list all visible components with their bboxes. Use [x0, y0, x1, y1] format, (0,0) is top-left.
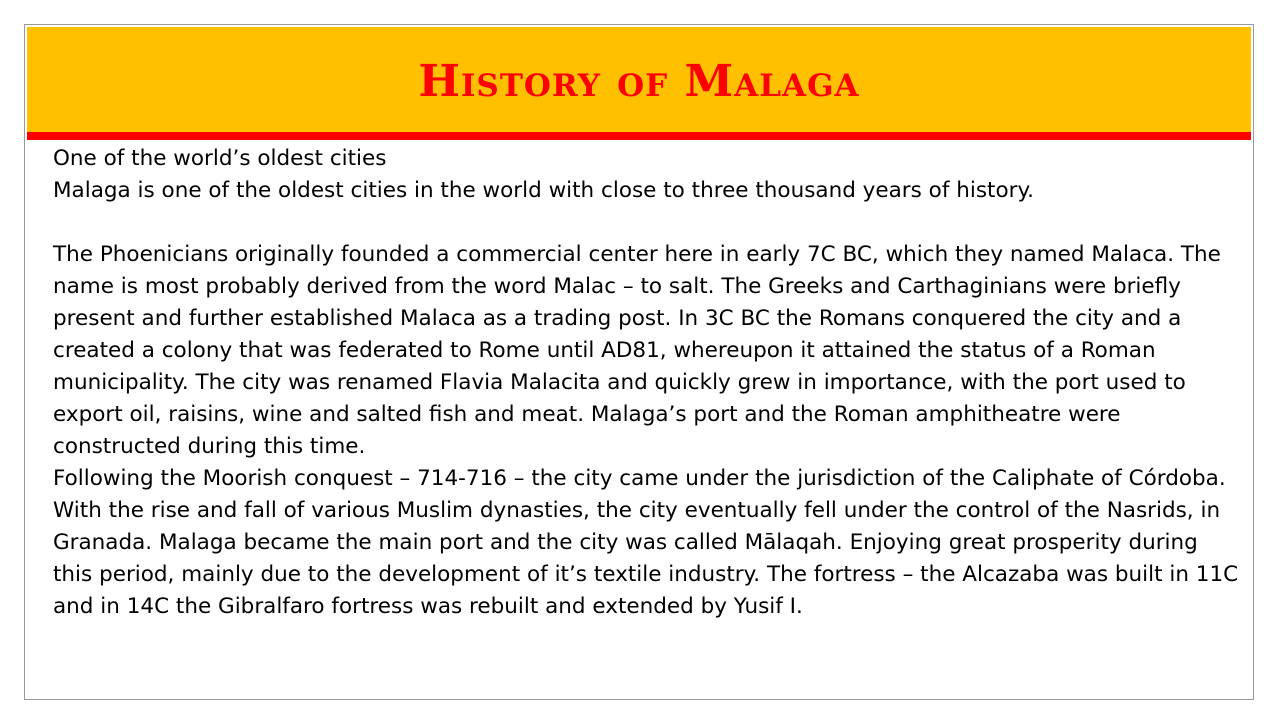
subtitle: One of the world’s oldest cities: [53, 146, 387, 171]
paragraph-nasrids: With the rise and fall of various Muslim dynasties, the city eventually fell under the control of the Nasrids, in Granada. Malaga became the main port and the city was called Mālaqah. Enjoying great prosperity during this period, mainly due to the development of it’s textile industry. The fortress – the Alcazaba was built in 11C and in 14C the Gibralfaro fortress was rebuilt and extended by Yusif I.: [53, 498, 1239, 619]
slide-title: History of Malaga: [418, 56, 860, 107]
slide-body: [53, 143, 1243, 623]
paragraph-spacer: [53, 207, 1243, 239]
paragraph-moorish-conquest: Following the Moorish conquest – 714-716 – the city came under the jurisdiction of the Caliphate of Córdoba.: [53, 466, 1226, 491]
intro-paragraph: Malaga is one of the oldest cities in the world with close to three thousand years of history.: [53, 178, 1034, 203]
title-divider: [27, 132, 1251, 140]
title-band: [27, 27, 1251, 132]
slide: [24, 24, 1254, 700]
paragraph-phoenicians-romans: The Phoenicians originally founded a commercial center here in early 7C BC, which they named Malaca. The name is most probably derived from the word Malac – to salt. The Greeks and Carthaginians were briefly present and further established Malaca as a trading post. In 3C BC the Romans conquered the city and a created a colony that was federated to Rome until AD81, whereupon it attained the status of a Roman municipality. The city was renamed Flavia Malacita and quickly grew in importance, with the port used to export oil, raisins, wine and salted fish and meat. Malaga’s port and the Roman amphitheatre were constructed during this time.: [53, 242, 1221, 459]
